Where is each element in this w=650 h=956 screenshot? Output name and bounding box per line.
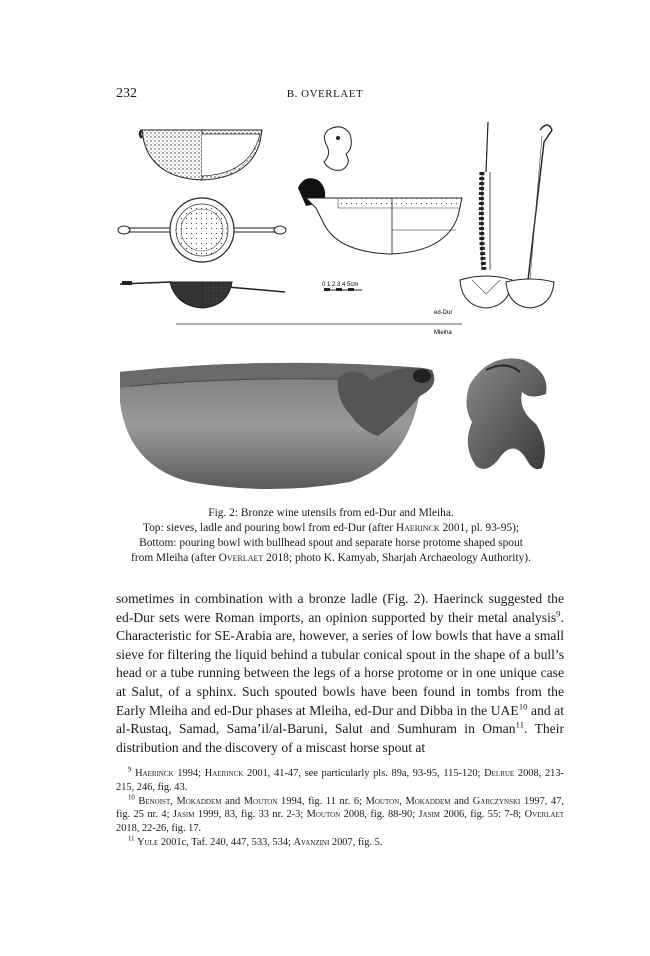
long-ladle-hook-drawing [506, 125, 554, 308]
site-label-mleiha: Mleiha [434, 330, 452, 336]
figure-drawings [110, 112, 570, 344]
footnotes [116, 767, 564, 850]
footnote-10: $^{10}$ Benoist, Mokaddem and Mouton 1994, fig. 11 nr. 6; Mouton, Mokaddem and Garczynski 1997, 47, fig. 25 nr. 4; Jasim 1999, 83, fig. 33 nr. 2-3; Mouton 2008, fig. 88-90; Jasim 2006, fig. 55: 7-8; Overlaet 2018, 22-26, fig. 17. [116, 794, 565, 835]
sieve-top-view-drawing [118, 198, 286, 262]
caption-author: Haerinck [395, 522, 440, 534]
bowl-photo [120, 363, 434, 489]
caption-line-1: Fig. 2: Bronze wine utensils from ed-Dur and Mleiha. [208, 507, 454, 519]
caption-line-4: from Mleiha (after Overlaet 2018; photo K. Kamyab, Sharjah Archaeology Authority). [131, 552, 531, 564]
sieve-profile-drawing [140, 130, 262, 180]
bull-head-sketch [324, 127, 351, 171]
body-paragraph: sometimes in combination with a bronze ladle (Fig. 2). Haerinck suggested the ed-Dur sets were Roman imports, an opinion supported by their metal analysis$^9$. Characteristic for SE-Arabia are, however, a series of low bowls that have a small sieve for filtering the liquid behind a tubular conical spout in the shape of a bull’s head or a tube running between the legs of a horse protome or in one unique case at Salut, of a sphinx. Such spouted bowls have been found in tombs from the Early Mleiha and ed-Dur phases at Mleiha, ed-Dur and Dibba in the UAE$^{10}$ and at al-Rustaq, Samad, Sama’il/al-Baruni, Salut and Sumhuram in Oman$^{11}$. Their distribution and the discovery of a miscast horse spout at [116, 591, 565, 755]
page-number: 232 [116, 86, 137, 101]
caption-line-3: Bottom: pouring bowl with bullhead spout and separate horse protome shaped spout [139, 537, 523, 549]
horse-protome-photo [466, 358, 546, 469]
footnote-ref-11[interactable]: 11 [515, 719, 525, 730]
scale-bar [322, 282, 362, 291]
figure-photos [110, 350, 570, 500]
pouring-bowl-drawing [298, 178, 462, 254]
running-title: B. OVERLAET [286, 88, 364, 100]
caption-line-2: Top: sieves, ladle and pouring bowl from ed-Dur (after Haerinck 2001, pl. 93-95); [142, 522, 520, 534]
ladle-profile-drawing [120, 281, 285, 308]
caption-author: Overlaet [218, 552, 264, 564]
figure-caption [96, 506, 566, 566]
site-label-ed-dur: ed-Dur [434, 310, 453, 316]
footnote-ref-9[interactable]: 9 [556, 608, 561, 619]
footnote-11: $^{11}$ Yule 2001c, Taf. 240, 447, 533, 534; Avanzini 2007, fig. 5. [128, 835, 383, 848]
footnote-9: $^9$ Haerinck 1994; Haerinck 2001, 41-47, see particularly pls. 89a, 93-95, 115-120; Delrue 2008, 213-215, 246, fig. 43. [116, 766, 564, 793]
scale-label: 0 1 2 3 4 5cm [322, 282, 359, 288]
footnote-ref-10[interactable]: 10 [518, 701, 528, 712]
long-ladle-decorated-drawing [460, 122, 512, 308]
